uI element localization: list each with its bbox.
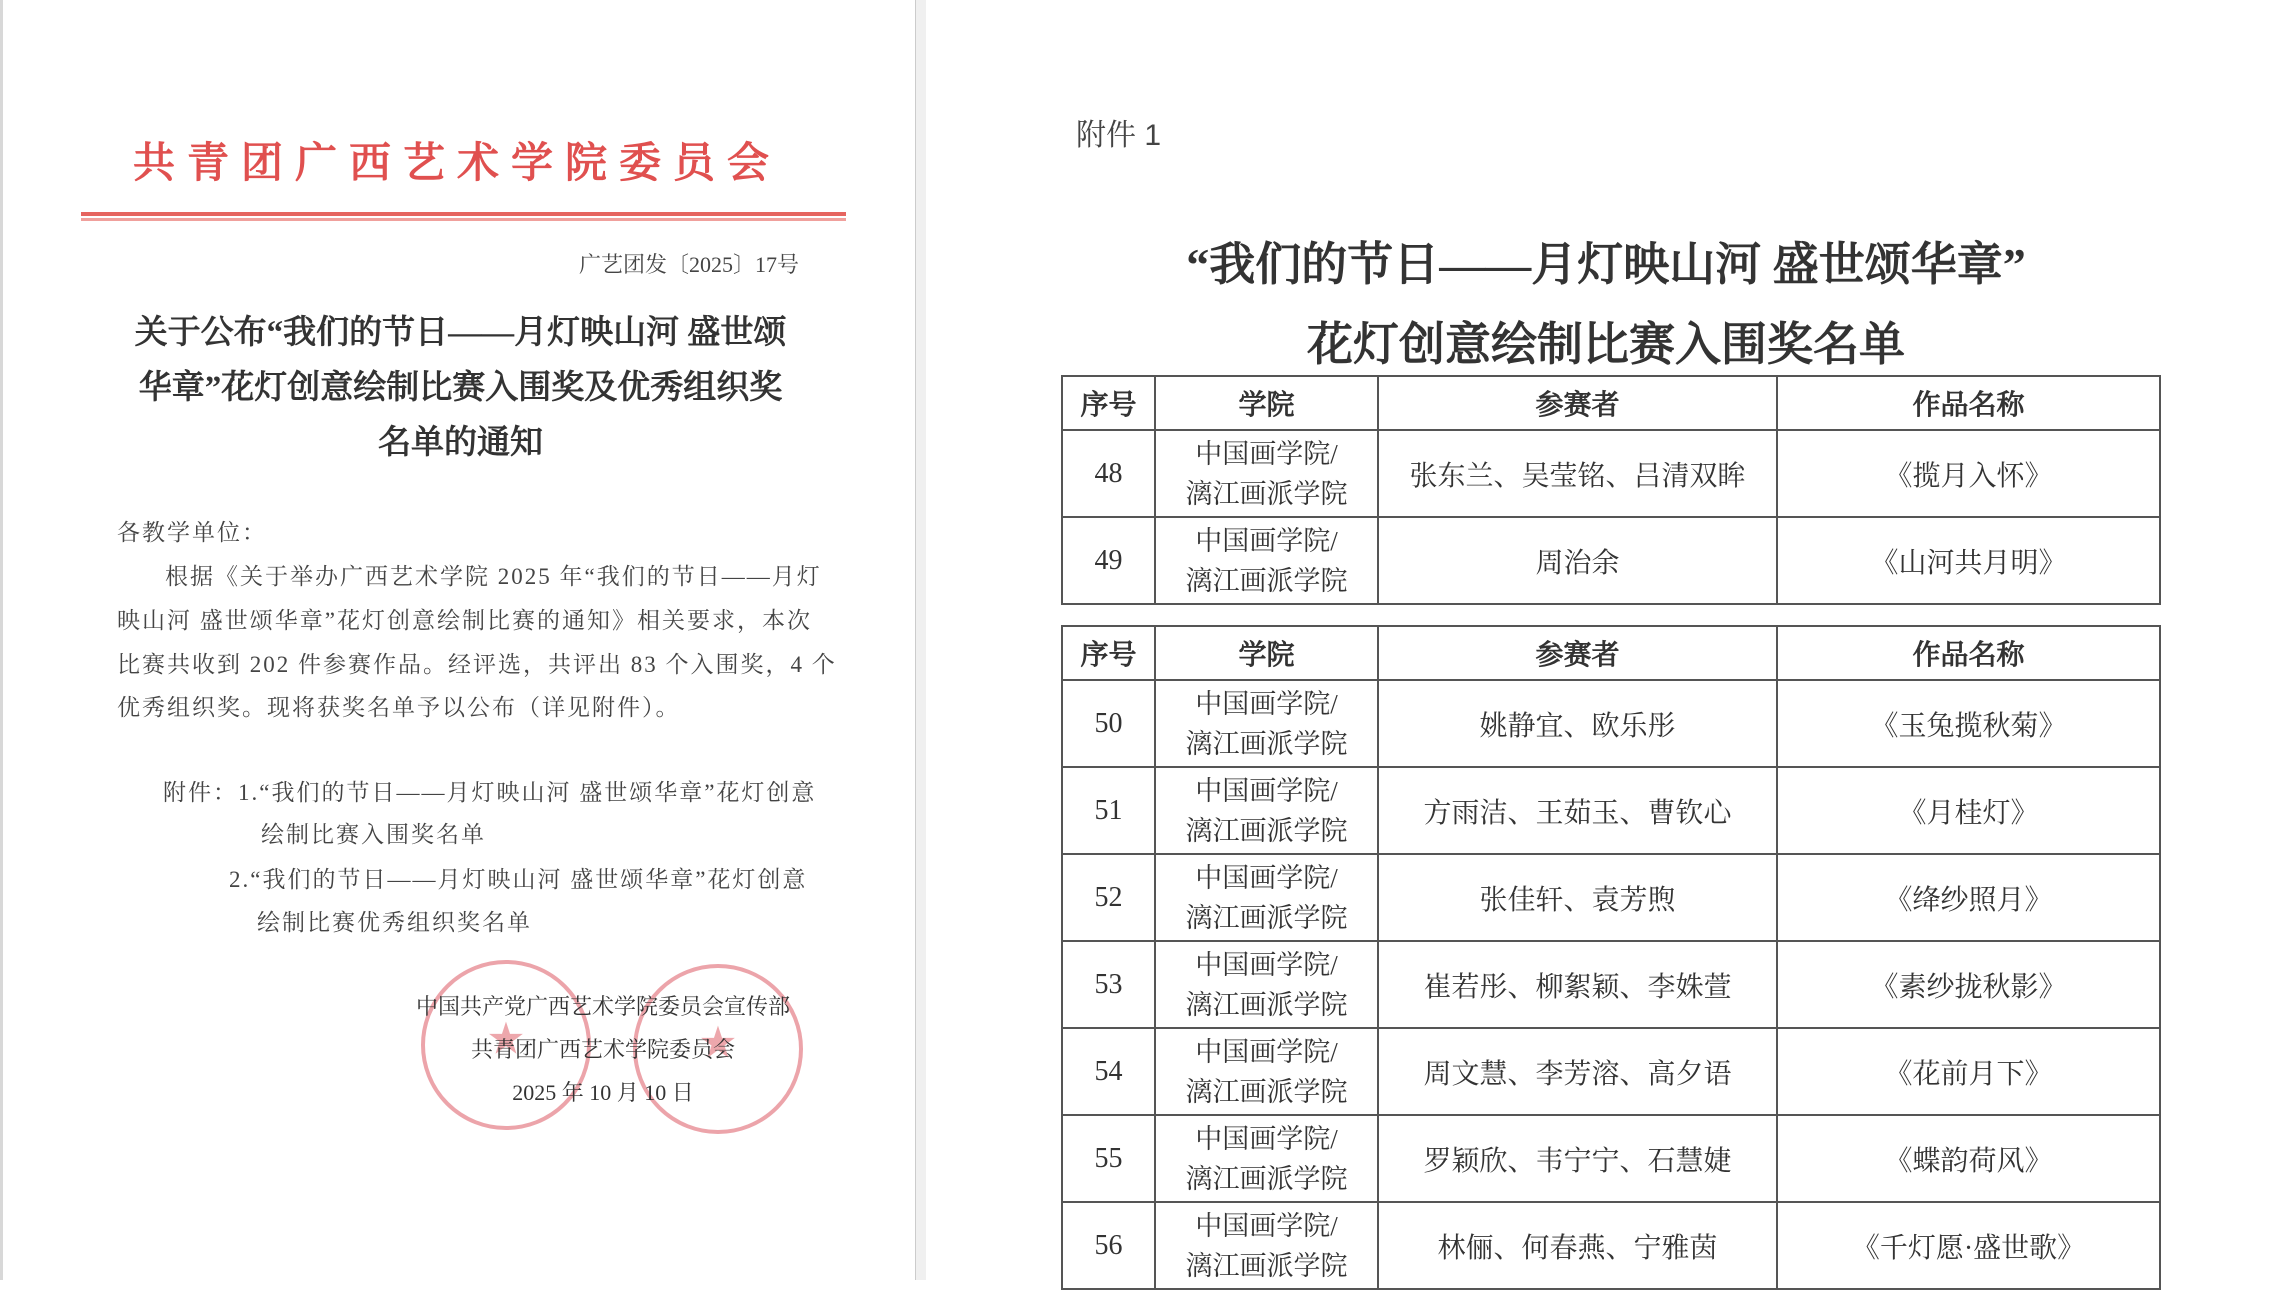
body-line: 比赛共收到 202 件参赛作品。经评选，共评出 83 个入围奖，4 个: [117, 652, 837, 677]
work-title-cell: 《玉兔揽秋菊》: [1777, 680, 2160, 767]
doc-number: 广艺团发〔2025〕17号: [578, 252, 799, 277]
notice-page: [0, 0, 915, 1280]
row-number: 55: [1062, 1115, 1155, 1202]
school-cell: [1155, 941, 1378, 1028]
row-number: 54: [1062, 1028, 1155, 1115]
school-line: 中国画学院/: [1195, 525, 1338, 556]
attachment-line: 绘制比赛优秀组织奖名单: [257, 910, 532, 935]
work-title-cell: 《揽月入怀》: [1777, 430, 2160, 517]
school-line: 中国画学院/: [1195, 1123, 1338, 1154]
table-row: [1062, 1028, 2160, 1115]
column-header: 序号: [1062, 376, 1155, 430]
body-line: 根据《关于举办广西艺术学院 2025 年“我们的节日——月灯: [165, 564, 822, 589]
table-header: [1062, 626, 2160, 680]
red-divider: [81, 212, 846, 218]
column-header: 序号: [1062, 626, 1155, 680]
school-line: 漓江画派学院: [1185, 565, 1348, 596]
school-line: 中国画学院/: [1195, 438, 1338, 469]
work-title-cell: 《月桂灯》: [1777, 767, 2160, 854]
column-header: 作品名称: [1777, 626, 2160, 680]
school-line: 中国画学院/: [1195, 862, 1338, 893]
column-header: 学院: [1155, 626, 1378, 680]
work-title-cell: 《山河共月明》: [1777, 517, 2160, 604]
row-number: 48: [1062, 430, 1155, 517]
participants-cell: 崔若彤、柳絮颖、李姝萱: [1378, 941, 1777, 1028]
work-title-cell: 《千灯愿·盛世歌》: [1777, 1202, 2160, 1289]
school-line: 漓江画派学院: [1185, 815, 1348, 846]
school-cell: [1155, 854, 1378, 941]
school-cell: [1155, 680, 1378, 767]
school-cell: [1155, 430, 1378, 517]
school-line: 中国画学院/: [1195, 1036, 1338, 1067]
school-cell: [1155, 1202, 1378, 1289]
participants-cell: 周文慧、李芳溶、高夕语: [1378, 1028, 1777, 1115]
school-cell: [1155, 1028, 1378, 1115]
school-line: 中国画学院/: [1195, 775, 1338, 806]
school-line: 中国画学院/: [1195, 1210, 1338, 1241]
row-number: 52: [1062, 854, 1155, 941]
school-line: 漓江画派学院: [1185, 728, 1348, 759]
column-header: 参赛者: [1378, 626, 1777, 680]
list-title-line: “我们的节日——月灯映山河 盛世颂华章”: [1186, 239, 2026, 290]
notice-title-line: 名单的通知: [378, 425, 543, 461]
notice-title-line: 关于公布“我们的节日——月灯映山河 盛世颂: [134, 315, 787, 351]
list-title-line: 花灯创意绘制比赛入围奖名单: [1307, 319, 1905, 370]
notice-date: 2025 年 10 月 10 日: [512, 1080, 694, 1105]
work-title-cell: 《绛纱照月》: [1777, 854, 2160, 941]
table-row: [1062, 767, 2160, 854]
school-line: 漓江画派学院: [1185, 478, 1348, 509]
school-line: 漓江画派学院: [1185, 1250, 1348, 1281]
school-cell: [1155, 767, 1378, 854]
issuer-header: 共青团广西艺术学院委员会: [133, 141, 782, 187]
column-header: 参赛者: [1378, 376, 1777, 430]
body-line: 优秀组织奖。现将获奖名单予以公布（详见附件）。: [117, 695, 681, 720]
participants-cell: 方雨洁、王茹玉、曹钦心: [1378, 767, 1777, 854]
attachment-line: 2.“我们的节日——月灯映山河 盛世颂华章”花灯创意: [229, 867, 808, 892]
finalist-table-1: [1061, 375, 2161, 605]
table-row: [1062, 854, 2160, 941]
table-row: [1062, 430, 2160, 517]
school-line: 漓江画派学院: [1185, 1163, 1348, 1194]
column-header: 作品名称: [1777, 376, 2160, 430]
participants-cell: 张佳轩、袁芳煦: [1378, 854, 1777, 941]
work-title-cell: 《素纱拢秋影》: [1777, 941, 2160, 1028]
school-line: 中国画学院/: [1195, 688, 1338, 719]
participants-cell: 张东兰、吴莹铭、吕清双眸: [1378, 430, 1777, 517]
participants-cell: 罗颖欣、韦宁宁、石慧婕: [1378, 1115, 1777, 1202]
row-number: 51: [1062, 767, 1155, 854]
participants-cell: 林俪、何春燕、宁雅茵: [1378, 1202, 1777, 1289]
table-row: [1062, 941, 2160, 1028]
school-line: 漓江画派学院: [1185, 902, 1348, 933]
salutation: 各教学单位：: [117, 520, 267, 545]
body-line: 映山河 盛世颂华章”花灯创意绘制比赛的通知》相关要求，本次: [117, 608, 812, 633]
row-number: 49: [1062, 517, 1155, 604]
table-header: [1062, 376, 2160, 430]
participants-cell: 姚静宜、欧乐彤: [1378, 680, 1777, 767]
signatory: 共青团广西艺术学院委员会: [470, 1037, 735, 1062]
participants-cell: 周治余: [1378, 517, 1777, 604]
row-number: 50: [1062, 680, 1155, 767]
table-row: [1062, 1115, 2160, 1202]
notice-title-line: 华章”花灯创意绘制比赛入围奖及优秀组织奖: [138, 370, 783, 406]
table-row: [1062, 680, 2160, 767]
school-cell: [1155, 517, 1378, 604]
attachment-label: 附件 1: [1076, 119, 1162, 152]
school-line: 漓江画派学院: [1185, 989, 1348, 1020]
row-number: 56: [1062, 1202, 1155, 1289]
school-cell: [1155, 1115, 1378, 1202]
table-row: [1062, 1202, 2160, 1289]
attachment-line: 绘制比赛入围奖名单: [261, 822, 486, 847]
work-title-cell: 《蝶韵荷风》: [1777, 1115, 2160, 1202]
school-line: 中国画学院/: [1195, 949, 1338, 980]
finalist-table-2: [1061, 625, 2161, 1290]
signatory: 中国共产党广西艺术学院委员会宣传部: [415, 994, 790, 1019]
row-number: 53: [1062, 941, 1155, 1028]
table-row: [1062, 517, 2160, 604]
attachment-page: [926, 0, 2286, 1280]
column-header: 学院: [1155, 376, 1378, 430]
school-line: 漓江画派学院: [1185, 1076, 1348, 1107]
work-title-cell: 《花前月下》: [1777, 1028, 2160, 1115]
attachment-line: 附件：1.“我们的节日——月灯映山河 盛世颂华章”花灯创意: [163, 780, 817, 805]
